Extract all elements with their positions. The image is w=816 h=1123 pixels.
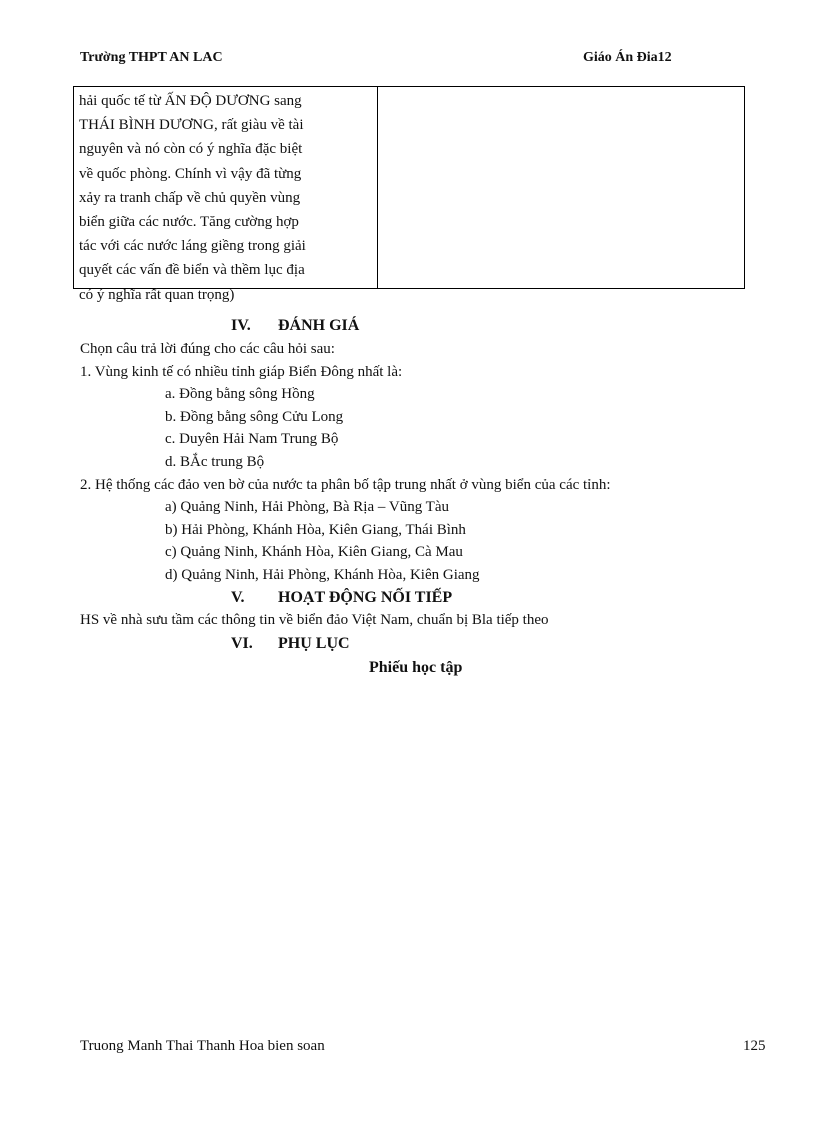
section-iv-number: IV. (231, 317, 251, 334)
q1-option-d: d. BẮc trung Bộ (165, 454, 265, 470)
page-number: 125 (743, 1038, 766, 1054)
q1-option-b: b. Đồng bằng sông Cửu Long (165, 409, 344, 425)
section-vi-number: VI. (231, 635, 253, 652)
footer-author: Truong Manh Thai Thanh Hoa bien soan (80, 1038, 325, 1054)
section-vi-heading (231, 635, 350, 653)
question-2: 2. Hệ thống các đảo ven bờ của nước ta phân bố tập trung nhất ở vùng biển của các tỉnh: (80, 477, 611, 493)
content-table (73, 86, 745, 303)
section-iv-intro: Chọn câu trả lời đúng cho các câu hỏi sau: (80, 341, 335, 357)
table-line: hải quốc tế từ ẤN ĐỘ DƯƠNG sang (79, 93, 302, 109)
table-line: có ý nghĩa rất quan trọng) (79, 286, 235, 303)
section-vi-title: PHỤ LỤC (278, 635, 350, 652)
q2-option-a: a) Quảng Ninh, Hải Phòng, Bà Rịa – Vũng Tàu (165, 499, 449, 515)
subject-title: Giáo Án Đia12 (583, 50, 672, 65)
q2-option-c: c) Quảng Ninh, Khánh Hòa, Kiên Giang, Cà Mau (165, 544, 463, 560)
table-line: xảy ra tranh chấp về chủ quyền vùng (79, 189, 301, 206)
q2-option-b: b) Hải Phòng, Khánh Hòa, Kiên Giang, Thái Bình (165, 522, 466, 538)
table-right-cell (378, 87, 744, 288)
table-left-cell (74, 87, 378, 303)
question-1: 1. Vùng kinh tế có nhiều tỉnh giáp Biển Đông nhất là: (80, 364, 403, 380)
section-v-heading (231, 589, 452, 607)
q1-option-a: a. Đồng bằng sông Hồng (165, 386, 315, 402)
section-v-title: HOẠT ĐỘNG NỐI TIẾP (278, 589, 453, 606)
section-iv-title: ĐÁNH GIÁ (278, 317, 360, 334)
school-name: Trường THPT AN LAC (80, 50, 223, 65)
section-v-number: V. (231, 589, 245, 606)
table-line: THÁI BÌNH DƯƠNG, rất giàu về tài (79, 117, 304, 134)
worksheet-title: Phiếu học tập (369, 659, 463, 676)
table-line: nguyên và nó còn có ý nghĩa đặc biệt (79, 141, 303, 158)
table-line: quyết các vấn đề biển và thềm lục địa (79, 262, 305, 279)
table-line: về quốc phòng. Chính vì vậy đã từng (79, 165, 302, 182)
section-iv-heading (231, 317, 359, 335)
table-line: tác với các nước láng giềng trong giải (79, 238, 306, 255)
section-v-text: HS về nhà sưu tầm các thông tin về biển đảo Việt Nam, chuẩn bị Bla tiếp theo (80, 612, 549, 628)
table-line: biển giữa các nước. Tăng cường hợp (79, 214, 299, 231)
q1-option-c: c. Duyên Hải Nam Trung Bộ (165, 431, 339, 447)
q2-option-d: d) Quảng Ninh, Hải Phòng, Khánh Hòa, Kiên Giang (165, 567, 480, 583)
